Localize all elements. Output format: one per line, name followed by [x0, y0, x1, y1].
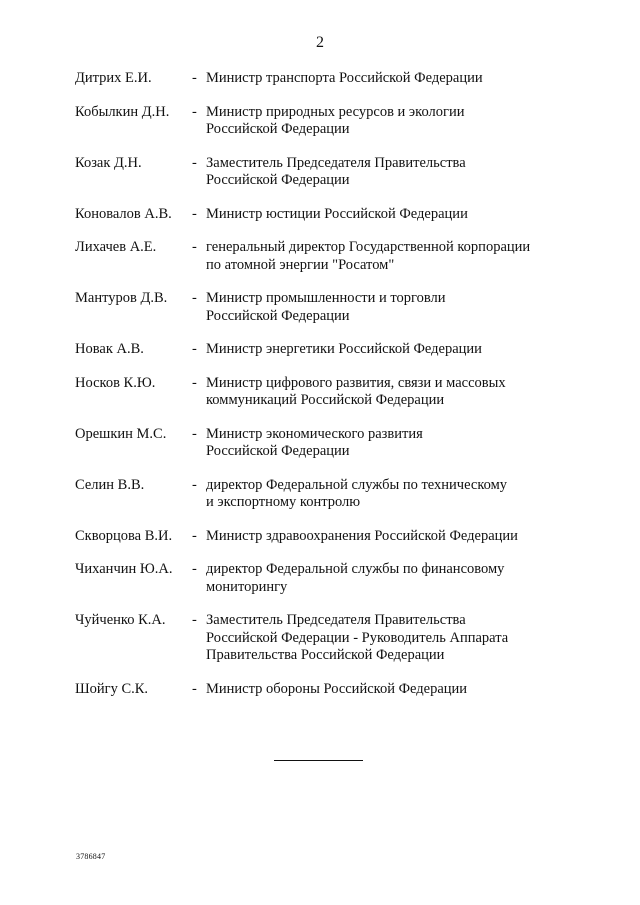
member-entry — [75, 612, 565, 665]
position-line: Правительства Российской Федерации — [206, 647, 445, 663]
entry-dash: - — [192, 374, 197, 391]
position-line: Министр здравоохранения Российской Федерации — [206, 527, 518, 544]
entry-dash: - — [192, 476, 197, 493]
position-line: Заместитель Председателя Правительства — [206, 612, 466, 628]
position-line: Российской Федерации — [206, 121, 350, 137]
member-name: Лихачев А.Е. — [75, 239, 157, 255]
member-list — [75, 70, 565, 714]
member-entry — [75, 375, 565, 410]
member-entry — [75, 104, 565, 139]
position-line: Министр энергетики Российской Федерации — [206, 341, 482, 357]
member-position — [206, 681, 565, 699]
position-line: и экспортному контролю — [206, 494, 361, 510]
position-line: Заместитель Председателя Правительства — [206, 154, 466, 171]
member-name: Козак Д.Н. — [75, 154, 142, 171]
member-entry — [75, 528, 565, 546]
entry-dash: - — [192, 103, 197, 120]
member-position — [206, 206, 565, 224]
member-position — [206, 375, 565, 410]
entry-dash: - — [192, 425, 197, 442]
position-line: Министр обороны Российской Федерации — [206, 680, 468, 697]
member-name: Скворцова В.И. — [75, 527, 173, 544]
page-number: 2 — [316, 34, 324, 51]
entry-dash: - — [192, 239, 197, 255]
position-line: Министр природных ресурсов и экологии — [206, 103, 465, 120]
document-code: 3786847 — [76, 852, 106, 861]
entry-dash: - — [192, 341, 197, 357]
member-position — [206, 239, 565, 274]
position-line: директор Федеральной службы по финансовому — [206, 561, 505, 577]
position-line: Российской Федерации — [206, 307, 350, 324]
member-name: Селин В.В. — [75, 476, 145, 493]
entry-dash: - — [192, 154, 197, 171]
member-entry — [75, 561, 565, 596]
position-line: Российской Федерации - Руководитель Аппарата — [206, 629, 509, 646]
member-entry — [75, 426, 565, 461]
member-name: Дитрих Е.И. — [75, 70, 152, 86]
member-entry — [75, 155, 565, 190]
member-position — [206, 426, 565, 461]
member-entry — [75, 290, 565, 325]
member-entry — [75, 681, 565, 699]
member-position — [206, 341, 565, 359]
position-line: директор Федеральной службы по техническому — [206, 476, 508, 493]
position-line: коммуникаций Российской Федерации — [206, 392, 445, 408]
member-name: Коновалов А.В. — [75, 205, 172, 222]
member-position — [206, 104, 565, 139]
member-name: Носков К.Ю. — [75, 374, 156, 391]
member-name: Мантуров Д.В. — [75, 290, 168, 306]
entry-dash: - — [192, 527, 197, 544]
member-position — [206, 70, 565, 88]
member-entry — [75, 70, 565, 88]
member-position — [206, 561, 565, 596]
position-line: Российской Федерации — [206, 172, 350, 188]
closing-separator-line — [274, 760, 363, 761]
member-entry — [75, 239, 565, 274]
member-name: Кобылкин Д.Н. — [75, 103, 170, 120]
position-line: мониторингу — [206, 578, 288, 595]
position-line: Министр цифрового развития, связи и массовых — [206, 374, 506, 391]
member-name: Шойгу С.К. — [75, 680, 149, 697]
member-position — [206, 290, 565, 325]
member-position — [206, 477, 565, 512]
member-position — [206, 528, 565, 546]
member-position — [206, 155, 565, 190]
position-line: Министр промышленности и торговли — [206, 290, 446, 306]
member-entry — [75, 206, 565, 224]
position-line: Российской Федерации — [206, 443, 350, 459]
entry-dash: - — [192, 70, 197, 86]
member-entry — [75, 341, 565, 359]
position-line: Министр транспорта Российской Федерации — [206, 70, 483, 86]
entry-dash: - — [192, 205, 197, 222]
member-name: Новак А.В. — [75, 341, 144, 357]
position-line: Министр юстиции Российской Федерации — [206, 205, 468, 222]
member-entry — [75, 477, 565, 512]
entry-dash: - — [192, 561, 197, 577]
member-position — [206, 612, 565, 665]
position-line: Министр экономического развития — [206, 425, 423, 442]
member-name: Чиханчин Ю.А. — [75, 561, 173, 577]
position-line: генеральный директор Государственной корпорации — [206, 239, 531, 255]
entry-dash: - — [192, 680, 197, 697]
entry-dash: - — [192, 612, 197, 628]
entry-dash: - — [192, 290, 197, 306]
member-name: Орешкин М.С. — [75, 425, 167, 442]
position-line: по атомной энергии "Росатом" — [206, 256, 395, 273]
member-name: Чуйченко К.А. — [75, 612, 166, 628]
